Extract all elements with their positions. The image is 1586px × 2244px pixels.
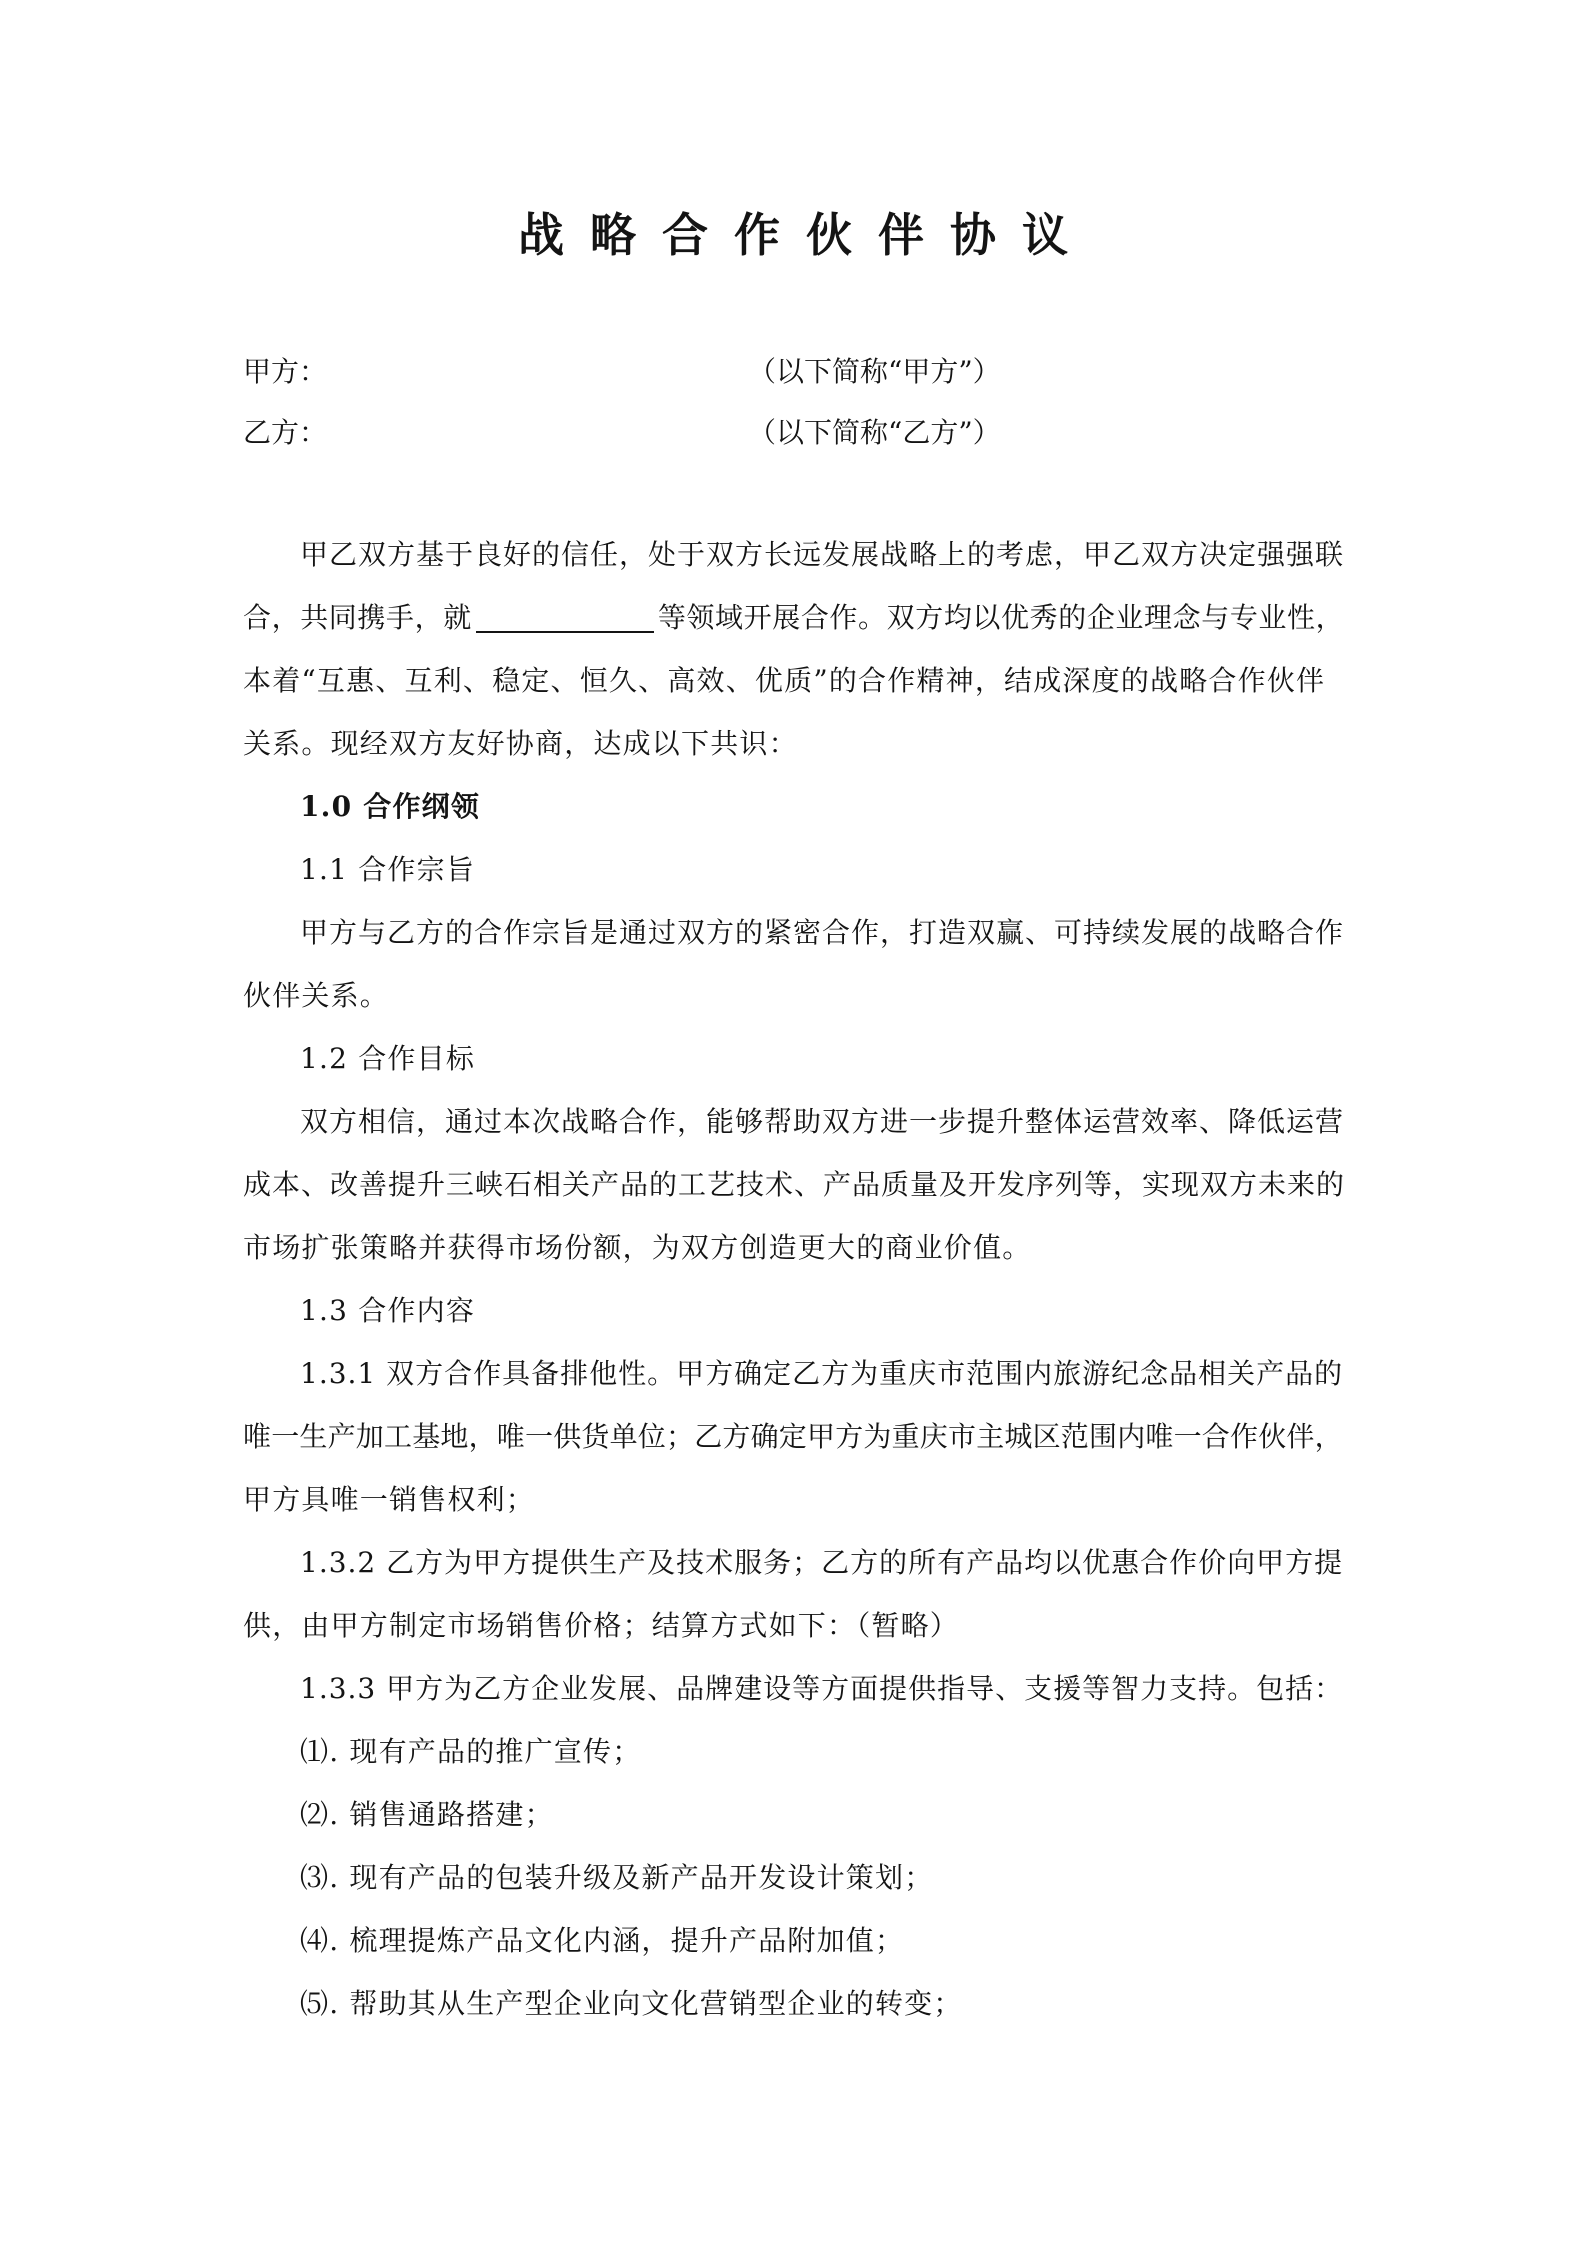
list-item: ⑷. 梳理提炼产品文化内涵，提升产品附加值； — [300, 1924, 905, 1957]
section-heading-1-3: 1.3 合作内容 — [300, 1294, 476, 1327]
list-item: ⑵. 销售通路搭建； — [300, 1798, 554, 1831]
section-heading-1-0: 1.0 合作纲领 — [300, 790, 481, 823]
clause-line: 甲方具唯一销售权利； — [243, 1483, 536, 1516]
fill-in-blank — [476, 601, 654, 633]
clause-line: 供，由甲方制定市场销售价格；结算方式如下：（暂略） — [243, 1609, 960, 1642]
section-heading-1-2: 1.2 合作目标 — [300, 1042, 476, 1075]
paragraph-line: 甲方与乙方的合作宗旨是通过双方的紧密合作，打造双赢、可持续发展的战略合作 — [300, 916, 1345, 949]
intro-line: 关系。现经双方友好协商，达成以下共识： — [243, 727, 798, 760]
paragraph-line: 成本、改善提升三峡石相关产品的工艺技术、产品质量及开发序列等，实现双方未来的 — [243, 1168, 1346, 1201]
clause-line: 1.3.3 甲方为乙方企业发展、品牌建设等方面提供指导、支援等智力支持。包括： — [300, 1672, 1344, 1705]
list-item: ⑶. 现有产品的包装升级及新产品开发设计策划； — [300, 1861, 934, 1894]
paragraph-line: 伙伴关系。 — [243, 979, 390, 1012]
intro-text-after-blank: 等领域开展合作。双方均以优秀的企业理念与专业性， — [657, 601, 1345, 634]
party-a-label: 甲方： — [243, 355, 328, 388]
clause-line: 1.3.2 乙方为甲方提供生产及技术服务；乙方的所有产品均以优惠合作价向甲方提 — [300, 1546, 1344, 1579]
section-heading-1-1: 1.1 合作宗旨 — [300, 853, 476, 886]
intro-line-with-blank — [243, 598, 1344, 638]
clause-line: 唯一生产加工基地，唯一供货单位；乙方确定甲方为重庆市主城区范围内唯一合作伙伴， — [243, 1420, 1343, 1453]
list-item: ⑴. 现有产品的推广宣传； — [300, 1735, 642, 1768]
clause-line: 1.3.1 双方合作具备排他性。甲方确定乙方为重庆市范围内旅游纪念品相关产品的 — [300, 1357, 1344, 1390]
intro-text-before-blank: 合，共同携手，就 — [243, 601, 472, 634]
intro-line: 甲乙双方基于良好的信任，处于双方长远发展战略上的考虑，甲乙双方决定强强联 — [300, 538, 1345, 571]
list-item: ⑸. 帮助其从生产型企业向文化营销型企业的转变； — [300, 1987, 963, 2020]
paragraph-line: 市场扩张策略并获得市场份额，为双方创造更大的商业价值。 — [243, 1231, 1032, 1264]
paragraph-line: 双方相信，通过本次战略合作，能够帮助双方进一步提升整体运营效率、降低运营 — [300, 1105, 1345, 1138]
document-title: 战略合作伙伴协议 — [518, 208, 1094, 262]
party-b-alias: （以下简称“乙方”） — [748, 416, 1001, 449]
intro-line: 本着“互惠、互利、稳定、恒久、高效、优质”的合作精神，结成深度的战略合作伙伴 — [243, 664, 1326, 697]
party-a-alias: （以下简称“甲方”） — [748, 355, 1001, 388]
party-b-label: 乙方： — [243, 416, 328, 449]
